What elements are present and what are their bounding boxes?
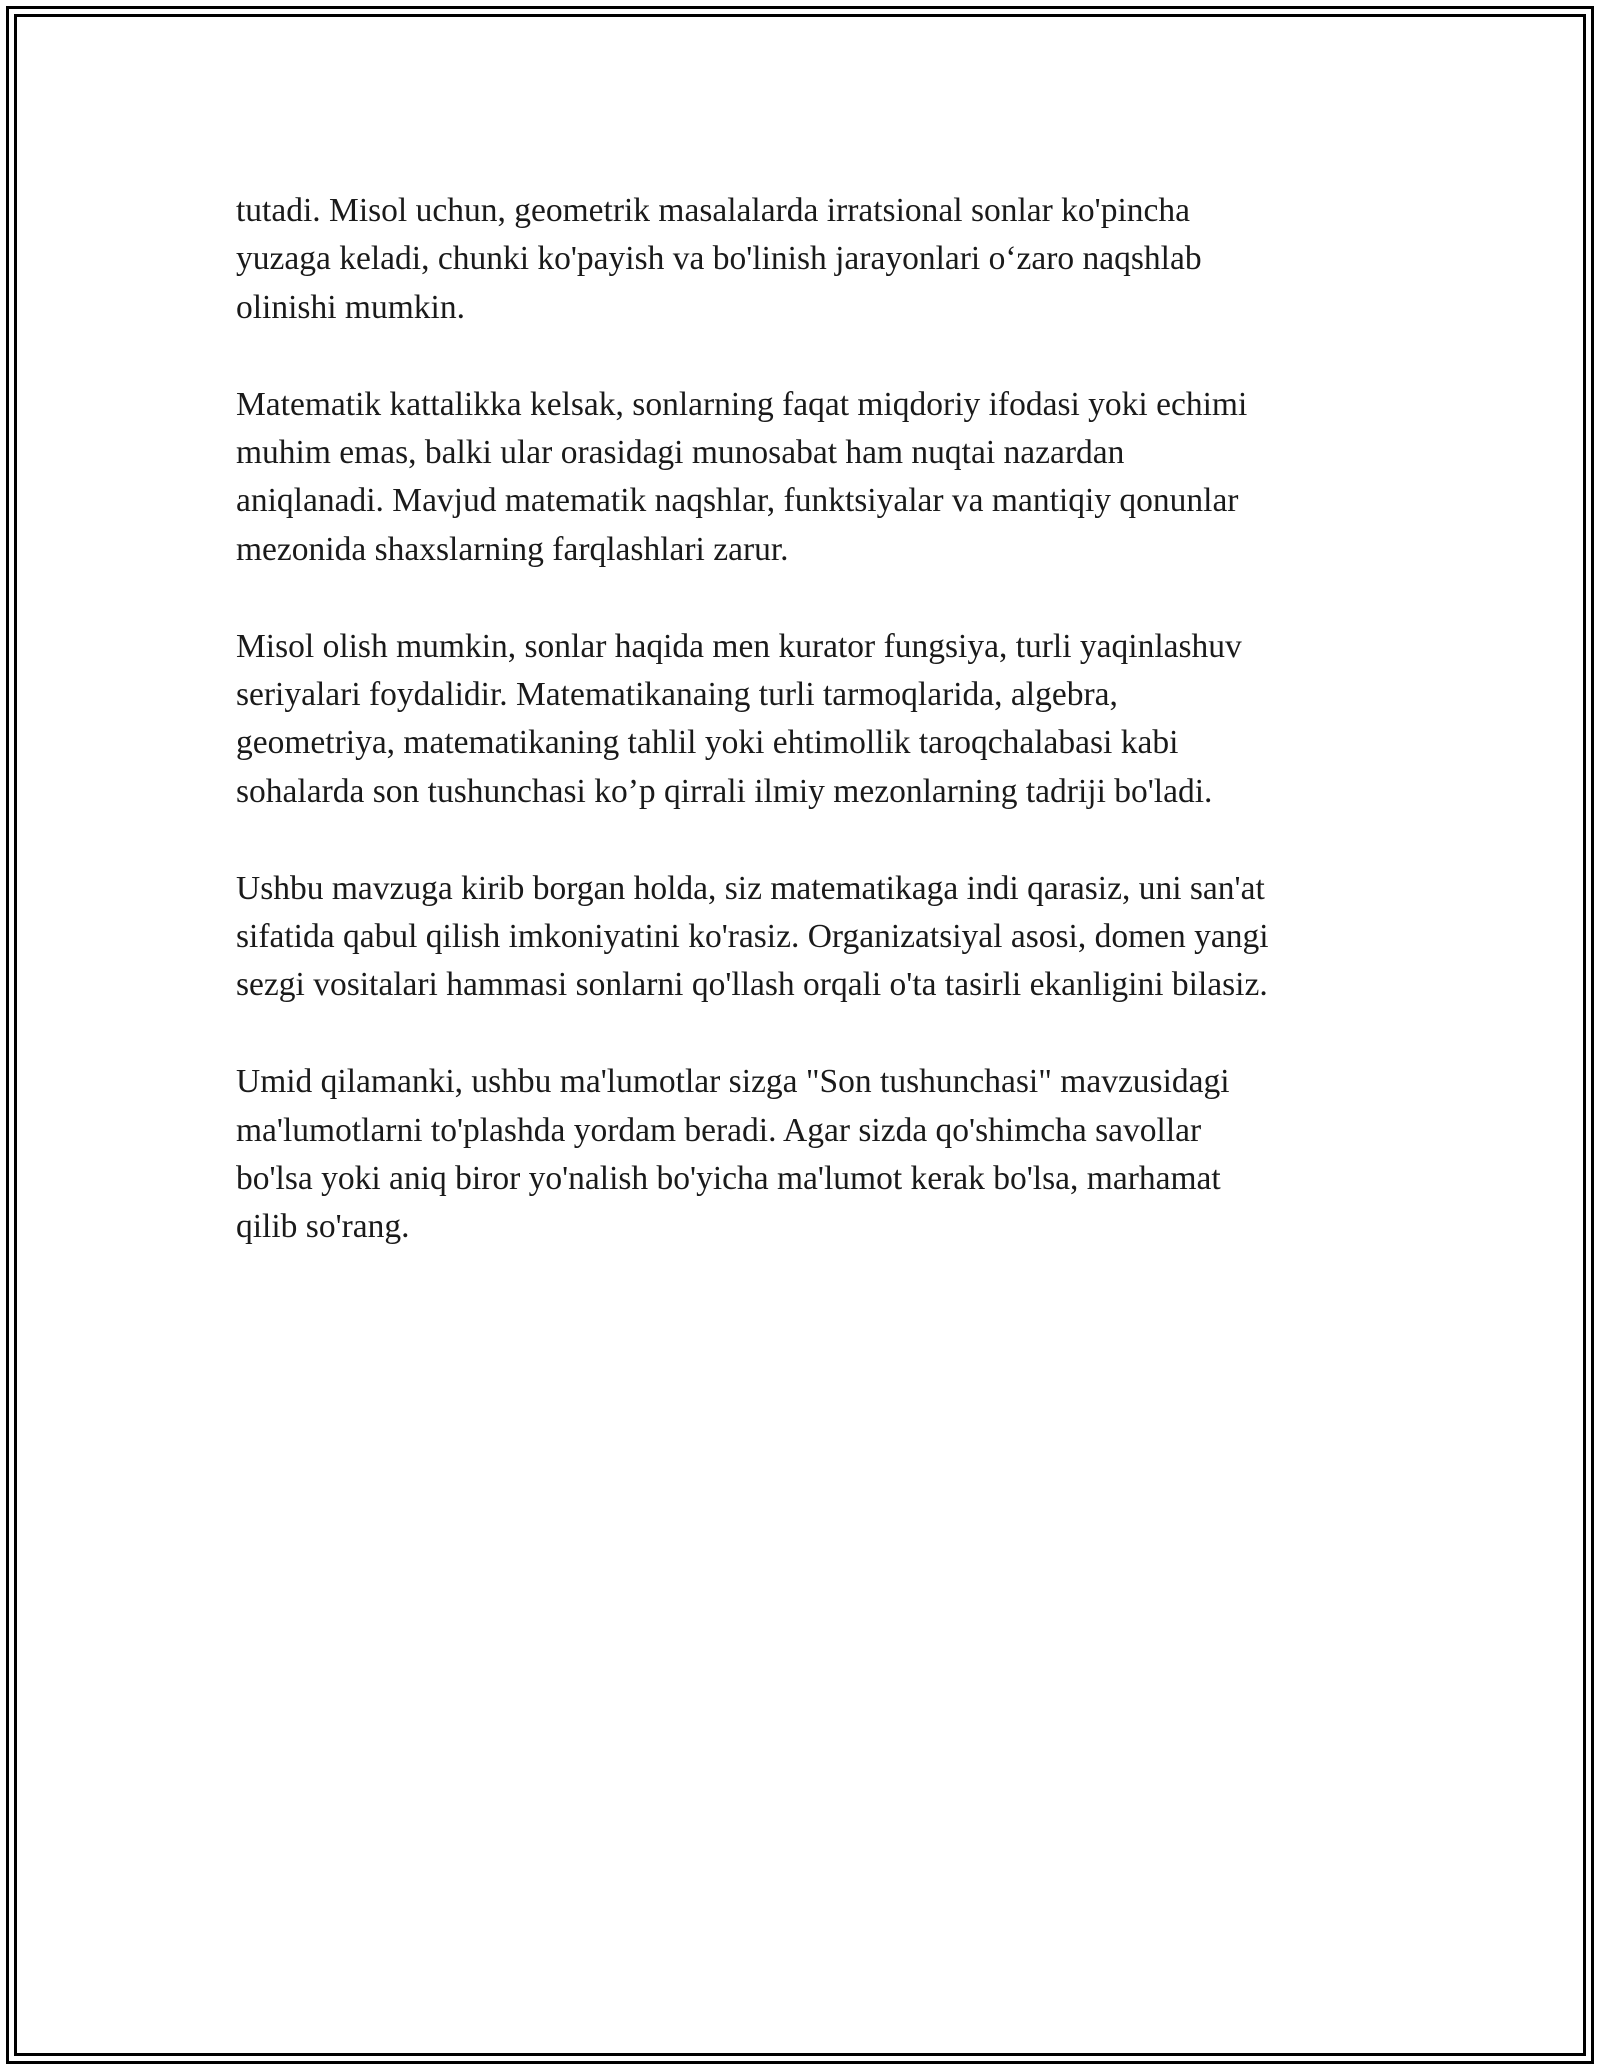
- text-line: qilib so'rang.: [236, 1208, 410, 1246]
- paragraph-3: [236, 623, 1396, 817]
- text-line: sezgi vositalari hammasi sonlarni qo'llash orqali o'ta tasirli ekanligini bilasiz.: [236, 966, 1268, 1004]
- text-line: olinishi mumkin.: [236, 288, 465, 326]
- paragraph-2: [236, 381, 1396, 575]
- paragraph-1: [236, 187, 1396, 332]
- text-line: seriyalari foydalidir. Matematikanaing turli tarmoqlarida, algebra,: [236, 676, 1118, 714]
- document-body: [236, 187, 1396, 1300]
- text-line: mezonida shaxslarning farqlashlari zarur.: [236, 530, 789, 568]
- text-line: sohalarda son tushunchasi ko’p qirrali ilmiy mezonlarning tadriji bo'ladi.: [236, 772, 1213, 810]
- paragraph-5: [236, 1058, 1396, 1252]
- paragraph-4: [236, 865, 1396, 1010]
- text-line: geometriya, matematikaning tahlil yoki ehtimollik taroqchalabasi kabi: [236, 724, 1179, 762]
- text-line: yuzaga keladi, chunki ko'payish va bo'linish jarayonlari o‘zaro naqshlab: [236, 240, 1202, 278]
- text-line: muhim emas, balki ular orasidagi munosabat ham nuqtai nazardan: [236, 434, 1125, 472]
- text-line: ma'lumotlarni to'plashda yordam beradi. Agar sizda qo'shimcha savollar: [236, 1111, 1202, 1149]
- text-line: bo'lsa yoki aniq biror yo'nalish bo'yicha ma'lumot kerak bo'lsa, marhamat: [236, 1160, 1221, 1198]
- text-line: Misol olish mumkin, sonlar haqida men kurator fungsiya, turli yaqinlashuv: [236, 627, 1242, 665]
- text-line: Umid qilamanki, ushbu ma'lumotlar sizga "Son tushunchasi" mavzusidagi: [236, 1063, 1230, 1101]
- text-line: Ushbu mavzuga kirib borgan holda, siz matematikaga indi qarasiz, uni san'at: [236, 869, 1265, 907]
- text-line: aniqlanadi. Mavjud matematik naqshlar, funktsiyalar va mantiqiy qonunlar: [236, 482, 1239, 520]
- text-line: sifatida qabul qilish imkoniyatini ko'rasiz. Organizatsiyal asosi, domen yangi: [236, 918, 1269, 956]
- text-line: tutadi. Misol uchun, geometrik masalalarda irratsional sonlar ko'pincha: [236, 192, 1191, 229]
- text-line: Matematik kattalikka kelsak, sonlarning faqat miqdoriy ifodasi yoki echimi: [236, 385, 1248, 423]
